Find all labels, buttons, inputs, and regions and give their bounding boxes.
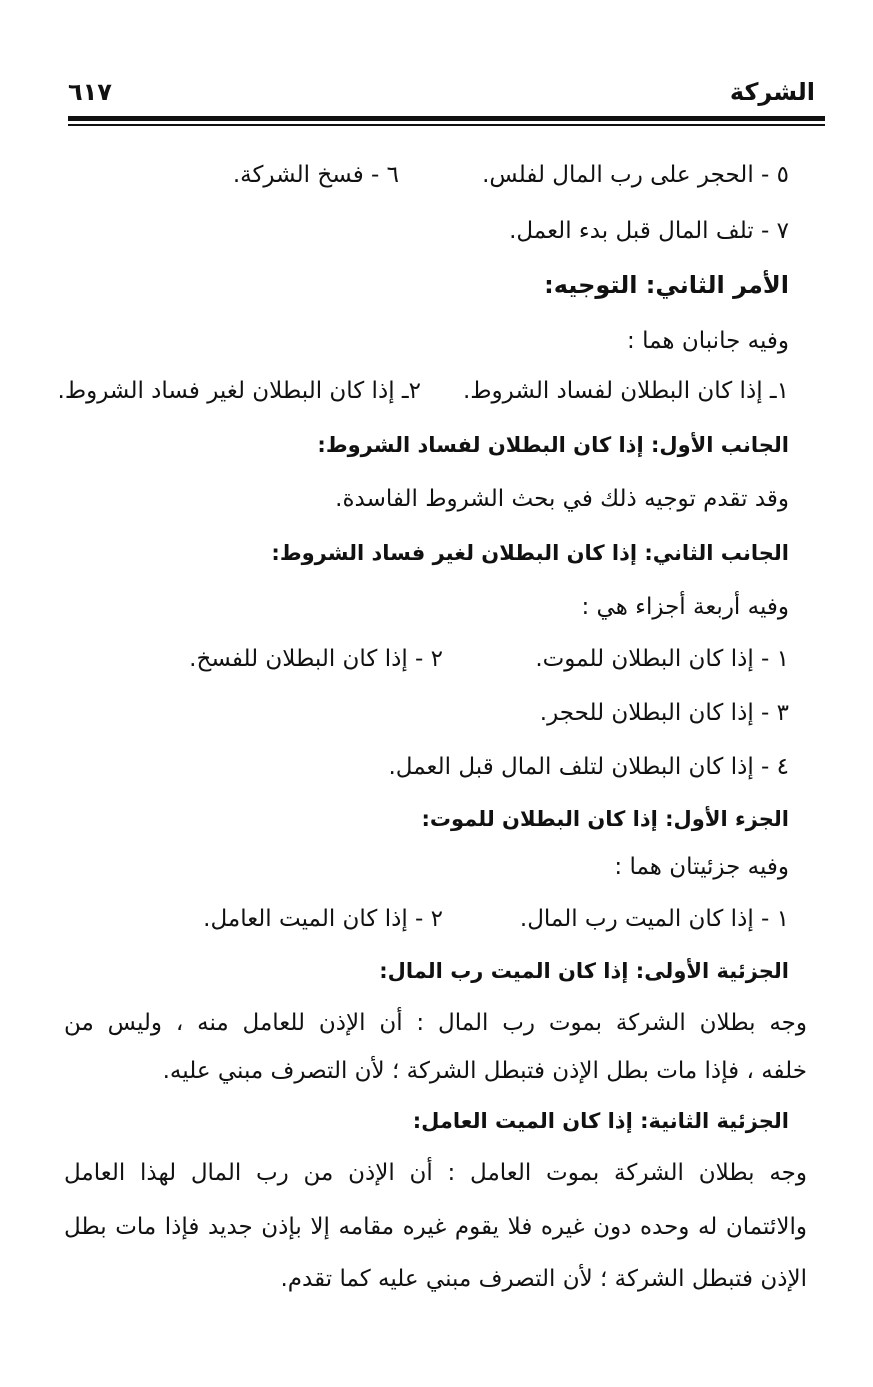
heading-second-side: الجانب الثاني: إذا كان البطلان لغير فساد الشروط: [271,541,789,565]
part-item-2: ٢ - إذا كان البطلان للفسخ. [189,646,443,672]
header-rule-thick [68,116,825,121]
subpart-item-2: ٢ - إذا كان الميت العامل. [203,906,443,932]
page-number: ٦١٧ [68,78,112,106]
side-item-1: ١ـ إذا كان البطلان لفساد الشروط. [462,378,789,404]
list-item-5: ٥ - الحجر على رب المال لفلس. [482,162,789,188]
page-header [68,78,815,112]
header-rule-thin [68,124,825,126]
paragraph-1-line-1: وجه بطلان الشركة بموت رب المال : أن الإذن للعامل منه ، وليس من [64,1010,807,1036]
heading-first-side: الجانب الأول: إذا كان البطلان لفساد الشروط: [317,433,789,457]
part-item-4: ٤ - إذا كان البطلان لتلف المال قبل العمل. [388,754,789,780]
list-item-6: ٦ - فسخ الشركة. [232,162,399,188]
heading-first-part: الجزء الأول: إذا كان البطلان للموت: [421,807,789,831]
part-item-1: ١ - إذا كان البطلان للموت. [535,646,789,672]
paragraph-2-line-3: الإذن فتبطل الشركة ؛ لأن التصرف مبني عليه كما تقدم. [280,1266,807,1292]
paragraph-first-side: وقد تقدم توجيه ذلك في بحث الشروط الفاسدة. [335,486,789,512]
intro-two-sides: وفيه جانبان هما : [627,328,789,354]
paragraph-2-line-2: والائتمان له وحده دون غيره فلا يقوم غيره مقامه إلا بإذن جديد فإذا مات بطل [64,1214,807,1240]
heading-first-subpart: الجزئية الأولى: إذا كان الميت رب المال: [379,959,789,983]
running-title: الشركة [729,78,815,106]
paragraph-1-line-2: خلفه ، فإذا مات بطل الإذن فتبطل الشركة ؛ لأن التصرف مبني عليه. [162,1058,807,1084]
intro-two-subparts: وفيه جزئيتان هما : [614,854,789,880]
section-heading-tawjih: الأمر الثاني: التوجيه: [544,271,789,299]
heading-second-subpart: الجزئية الثانية: إذا كان الميت العامل: [412,1109,789,1133]
list-item-7: ٧ - تلف المال قبل بدء العمل. [509,218,789,244]
intro-four-parts: وفيه أربعة أجزاء هي : [581,594,789,620]
subpart-item-1: ١ - إذا كان الميت رب المال. [519,906,789,932]
paragraph-2-line-1: وجه بطلان الشركة بموت العامل : أن الإذن من رب المال لهذا العامل [64,1160,807,1186]
side-item-2: ٢ـ إذا كان البطلان لغير فساد الشروط. [57,378,421,404]
part-item-3: ٣ - إذا كان البطلان للحجر. [539,700,789,726]
